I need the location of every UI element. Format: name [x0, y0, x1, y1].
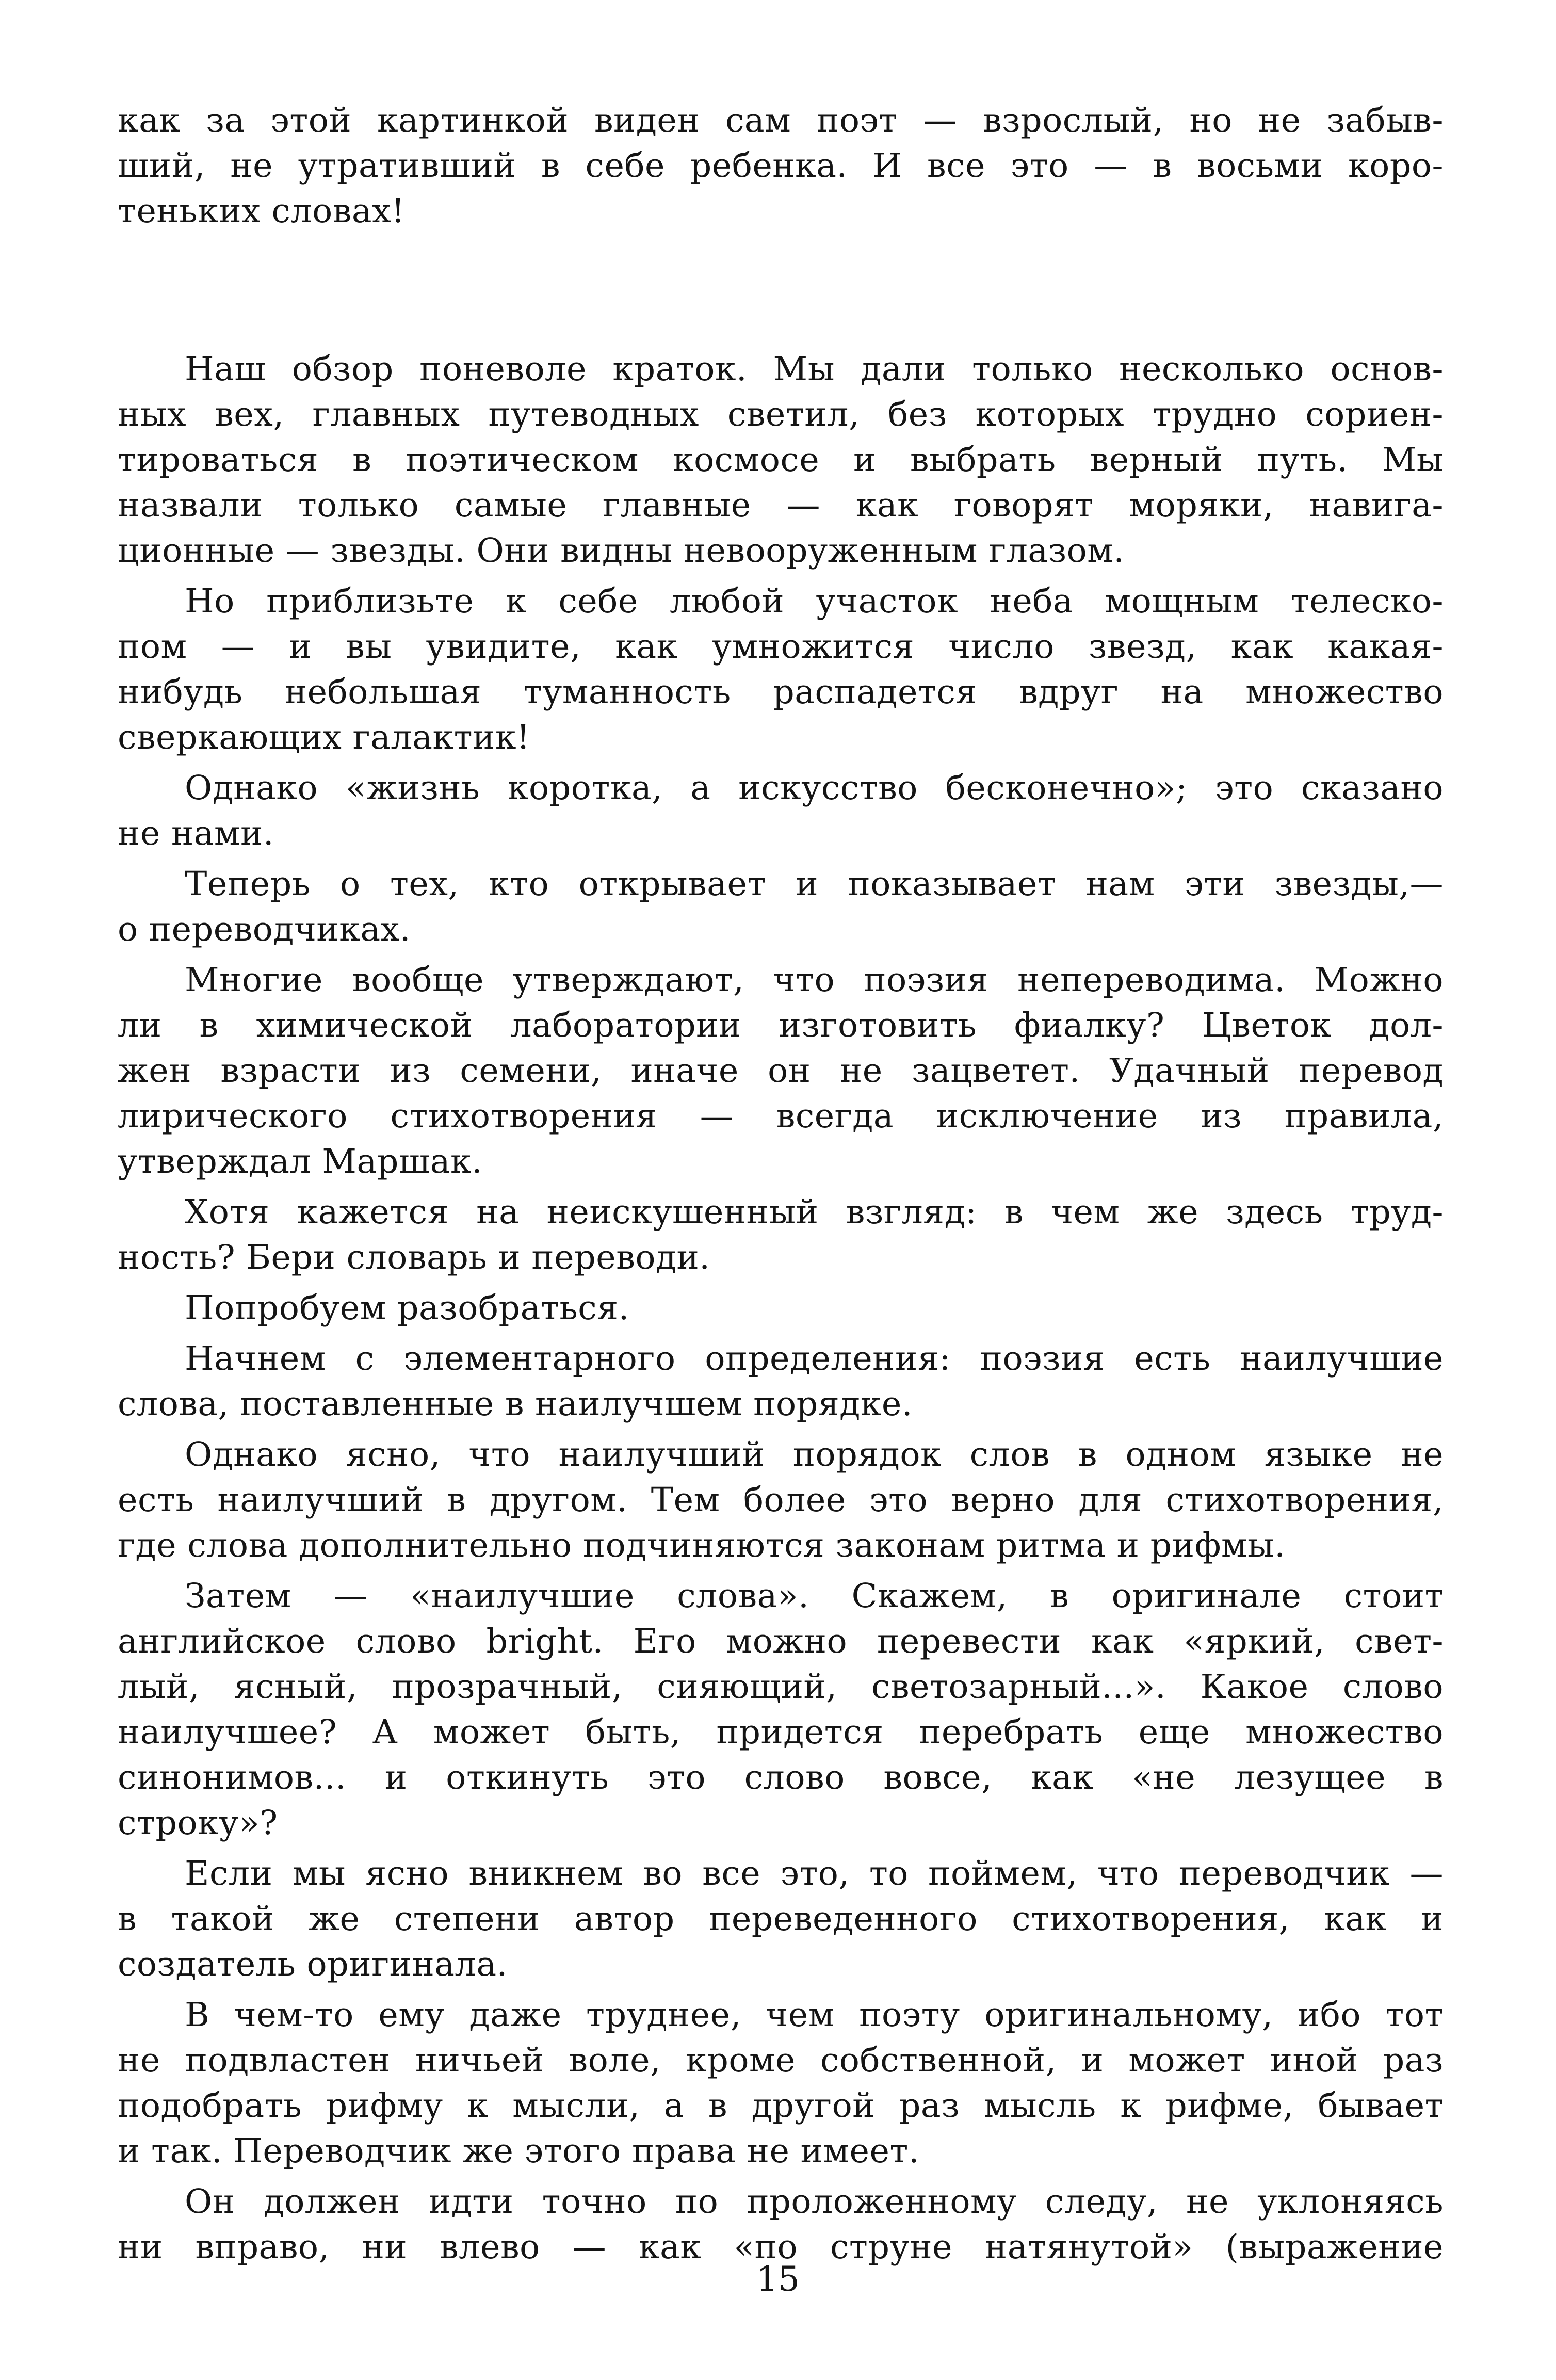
text-line: Начнем с элементарного определения: поэзия есть наилучшие [185, 1339, 1444, 1378]
text-line: строку»? [118, 1804, 278, 1842]
text-line: лый, ясный, прозрачный, сияющий, светозарный...». Какое слово [118, 1667, 1444, 1706]
text-line: тироваться в поэтическом космосе и выбрать верный путь. Мы [118, 441, 1444, 479]
text-line: не нами. [118, 814, 274, 853]
text-line: ли в химической лаборатории изготовить фиалку? Цветок дол- [118, 1006, 1444, 1045]
text-line: пом — и вы увидите, как умножится число звезд, как какая- [118, 627, 1444, 666]
paragraph [118, 862, 1444, 952]
paragraph [118, 958, 1444, 1185]
intro-paragraph [118, 98, 1444, 234]
text-line: Теперь о тех, кто открывает и показывает нам эти звезды,— [185, 865, 1444, 903]
paragraph [118, 1432, 1444, 1568]
text-line: где слова дополнительно подчиняются законам ритма и рифмы. [118, 1526, 1286, 1565]
paragraph-gap [118, 1331, 1444, 1336]
text-line: синонимов... и откинуть это слово вовсе, как «не лезущее в [118, 1758, 1444, 1797]
text-line: ший, не утративший в себе ребенка. И все это — в восьми коро- [118, 147, 1444, 185]
page-body [118, 98, 1444, 2270]
text-line: Многие вообще утверждают, что поэзия непереводима. Можно [185, 961, 1444, 999]
text-line: жен взрасти из семени, иначе он не зацветет. Удачный перевод [118, 1051, 1444, 1090]
text-line: ность? Бери словарь и переводи. [118, 1238, 710, 1277]
page-number: 15 [756, 2259, 800, 2299]
text-line: лирического стихотворения — всегда исключение из правила, [118, 1097, 1444, 1136]
paragraph [118, 1993, 1444, 2174]
text-line: слова, поставленные в наилучшем порядке. [118, 1385, 913, 1423]
text-line: Хотя кажется на неискушенный взгляд: в чем же здесь труд- [185, 1193, 1444, 1232]
text-line: утверждал Маршак. [118, 1142, 483, 1181]
text-line: В чем-то ему даже труднее, чем поэту оригинальному, ибо тот [185, 1996, 1444, 2034]
paragraph-gap [118, 574, 1444, 579]
text-line: в такой же степени автор переведенного стихотворения, как и [118, 1900, 1444, 1938]
text-line: Если мы ясно вникнем во все это, то поймем, что переводчик — [185, 1854, 1444, 1893]
text-line: Он должен идти точно по проложенному следу, не уклоняясь [185, 2182, 1444, 2221]
paragraph-gap [118, 1281, 1444, 1286]
text-line: создатель оригинала. [118, 1945, 508, 1984]
paragraph [118, 1574, 1444, 1846]
text-line: ционные — звезды. Они видны невооруженным глазом. [118, 531, 1125, 570]
paragraph [118, 347, 1444, 574]
text-line: английское слово bright. Его можно перевести как «яркий, свет- [118, 1622, 1444, 1661]
paragraph-gap [118, 1846, 1444, 1851]
text-line: назвали только самые главные — как говорят моряки, навига- [118, 486, 1444, 525]
text-line: Но приблизьте к себе любой участок неба мощным телеско- [185, 582, 1444, 621]
paragraph [118, 579, 1444, 760]
text-line: Затем — «наилучшие слова». Скажем, в оригинале стоит [185, 1577, 1444, 1615]
paragraph-gap [118, 1427, 1444, 1432]
text-line: Попробуем разобраться. [185, 1289, 629, 1327]
paragraph [118, 1851, 1444, 1987]
section-break [118, 234, 1444, 347]
text-line: есть наилучший в другом. Тем более это верно для стихотворения, [118, 1481, 1444, 1519]
text-line: ни вправо, ни влево — как «по струне натянутой» (выражение [118, 2228, 1444, 2266]
paragraph [118, 2179, 1444, 2270]
text-line: как за этой картинкой виден сам поэт — взрослый, но не забыв- [118, 101, 1444, 140]
paragraph-gap [118, 2174, 1444, 2179]
text-line: ных вех, главных путеводных светил, без которых трудно сориен- [118, 395, 1444, 434]
paragraph [118, 1336, 1444, 1427]
text-line: не подвластен ничьей воле, кроме собственной, и может иной раз [118, 2041, 1444, 2080]
text-line: Однако «жизнь коротка, а искусство бесконечно»; это сказано [185, 769, 1444, 807]
text-line: теньких словах! [118, 192, 405, 231]
paragraph-gap [118, 1987, 1444, 1993]
text-line: Наш обзор поневоле краток. Мы дали только несколько основ- [185, 350, 1444, 388]
paragraph-gap [118, 760, 1444, 766]
text-line: наилучшее? А может быть, придется перебрать еще множество [118, 1713, 1444, 1752]
paragraph-gap [118, 1185, 1444, 1190]
paragraph-gap [118, 856, 1444, 862]
paragraph-gap [118, 1568, 1444, 1574]
text-line: о переводчиках. [118, 910, 411, 949]
text-line: нибудь небольшая туманность распадется вдруг на множество [118, 673, 1444, 711]
text-line: сверкающих галактик! [118, 718, 530, 757]
paragraph [118, 1286, 1444, 1331]
paragraph [118, 1190, 1444, 1281]
text-line: и так. Переводчик же этого права не имеет. [118, 2132, 920, 2171]
paragraph [118, 766, 1444, 856]
text-line: подобрать рифму к мысли, а в другой раз мысль к рифме, бывает [118, 2086, 1444, 2125]
paragraph-gap [118, 952, 1444, 958]
text-line: Однако ясно, что наилучший порядок слов в одном языке не [185, 1435, 1444, 1474]
